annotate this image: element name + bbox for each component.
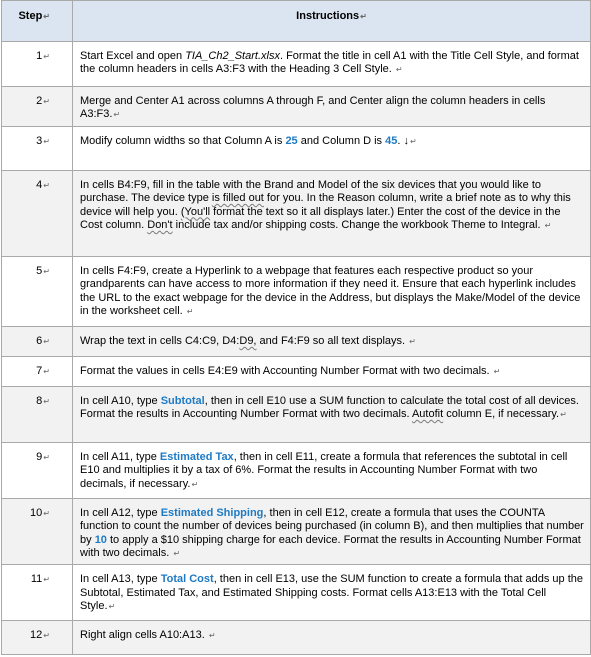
instruction-text: Modify column widths so that Column A is bbox=[80, 134, 286, 147]
step-number: 12 bbox=[30, 629, 43, 642]
instruction-text: In cell A12, type bbox=[80, 506, 161, 519]
step-number-cell bbox=[2, 386, 73, 442]
instruction-cell bbox=[73, 42, 591, 87]
step-number: 8 bbox=[36, 394, 43, 407]
instructions-table bbox=[1, 0, 591, 655]
step-number-cell bbox=[2, 42, 73, 87]
step-number: 1 bbox=[36, 50, 43, 62]
instruction-cell bbox=[73, 565, 591, 621]
cell-end-mark: ↵ bbox=[43, 575, 50, 585]
instructions-column-header bbox=[73, 1, 591, 42]
cell-end-mark: ↵ bbox=[560, 410, 567, 420]
step-column-header bbox=[2, 1, 73, 42]
cell-end-mark: ↵ bbox=[43, 180, 50, 190]
step-number-cell bbox=[2, 442, 73, 498]
step-number-cell bbox=[2, 326, 73, 356]
highlighted-value: 45 bbox=[385, 134, 398, 147]
step-number: 10 bbox=[30, 506, 43, 519]
instruction-text: . Format the title in cell A1 with the Title Cell Style, and format the column headers in cells A3:F3 with the Heading 3 Cell Style. bbox=[80, 50, 579, 76]
instructions-body bbox=[2, 42, 591, 655]
instruction-cell bbox=[73, 442, 591, 498]
spellcheck-flagged-text: Don't bbox=[147, 219, 173, 232]
step-number-cell bbox=[2, 170, 73, 256]
table-row bbox=[2, 498, 591, 565]
step-number-cell bbox=[2, 621, 73, 655]
cell-end-mark: ↵ bbox=[173, 549, 181, 559]
spellcheck-flagged-text: Autofit bbox=[411, 408, 444, 421]
instruction-cell bbox=[73, 621, 591, 655]
cell-end-mark: ↵ bbox=[191, 479, 199, 489]
instruction-text: for you. In the Reason column, write a brief note as to why this device will help you. bbox=[80, 192, 571, 218]
cell-end-mark: ↵ bbox=[43, 631, 50, 641]
step-number-cell bbox=[2, 498, 73, 565]
instruction-text: format the text so it all displays later.) Enter the cost of the device in the Cost column. bbox=[80, 205, 561, 232]
instruction-text: In cell A10, type bbox=[80, 394, 161, 407]
instructions-header-label: Instructions bbox=[296, 10, 360, 22]
table-row bbox=[2, 621, 591, 655]
cell-end-mark: ↵ bbox=[409, 336, 416, 346]
instruction-cell bbox=[73, 326, 591, 356]
step-number-cell bbox=[2, 126, 73, 170]
highlighted-value: Estimated Shipping bbox=[160, 506, 264, 519]
step-number: 7 bbox=[36, 364, 43, 377]
table-row bbox=[2, 356, 591, 386]
instruction-text: to apply a $10 shipping charge for each device. Format the results in Accounting Number Format with two decimals. bbox=[80, 533, 581, 560]
step-number: 3 bbox=[36, 134, 43, 147]
cell-end-mark: ↵ bbox=[43, 336, 50, 346]
table-row bbox=[2, 565, 591, 621]
table-row bbox=[2, 256, 591, 326]
step-number-cell bbox=[2, 87, 73, 127]
instruction-text: Wrap the text in cells C4:C9, D4: bbox=[80, 334, 240, 347]
cell-end-mark: ↵ bbox=[43, 52, 50, 61]
step-number: 5 bbox=[36, 264, 43, 277]
instruction-cell bbox=[73, 498, 591, 565]
step-header-label: Step bbox=[18, 10, 43, 22]
cell-end-mark: ↵ bbox=[544, 221, 552, 231]
cell-end-mark: ↵ bbox=[43, 366, 50, 376]
instruction-text: Merge and Center A1 across columns A through F, and Center align the column headers in cells A3:F3. bbox=[80, 95, 546, 121]
instruction-text: . ↓ bbox=[397, 134, 409, 147]
instruction-text: , then in cell E12, create a formula that uses the COUNTA function to count the number of devices being purchased (in column B), and then multiplies that number by bbox=[80, 506, 584, 546]
highlighted-value: 25 bbox=[285, 134, 298, 147]
cell-end-mark: ↵ bbox=[186, 307, 194, 317]
instruction-text: Start Excel and open bbox=[80, 50, 186, 62]
cell-end-mark: ↵ bbox=[113, 110, 121, 120]
instruction-text: column E, if necessary. bbox=[443, 408, 560, 421]
cell-end-mark: ↵ bbox=[360, 12, 367, 21]
instruction-text: , then in cell E11, create a formula that references the subtotal in cell E10 and multiplies it by a tax of 6%. Format the results in Accounting Number Format with two decimals, if necessary. bbox=[80, 450, 568, 490]
step-number-cell bbox=[2, 356, 73, 386]
highlighted-value: Estimated Tax bbox=[159, 450, 234, 463]
cell-end-mark: ↵ bbox=[43, 136, 50, 146]
table-row bbox=[2, 442, 591, 498]
step-number: 11 bbox=[30, 573, 43, 586]
cell-end-mark: ↵ bbox=[43, 508, 50, 518]
instruction-cell bbox=[73, 126, 591, 170]
instruction-text: and Column D is bbox=[297, 134, 386, 147]
instruction-text: , then in cell E13, use the SUM function to create a formula that adds up the Subtotal, Estimated Tax, and Estimated Shipping costs. Format cells A13:E13 with the Total Cell Style. bbox=[80, 573, 584, 613]
instruction-text: and F4:F9 so all text displays. bbox=[256, 334, 409, 347]
step-number-cell bbox=[2, 565, 73, 621]
instruction-text: In cells B4:F9, fill in the table with the Brand and Model of the six devices that you would like to purchase. The device type bbox=[80, 178, 542, 205]
table-row bbox=[2, 42, 591, 87]
table-row bbox=[2, 386, 591, 442]
spellcheck-flagged-text: is filled out bbox=[211, 192, 264, 205]
step-number: 6 bbox=[36, 334, 43, 347]
spellcheck-flagged-text: (You'll bbox=[180, 205, 211, 218]
cell-end-mark: ↵ bbox=[493, 366, 501, 376]
instruction-text: Right align cells A10:A13. bbox=[80, 629, 208, 642]
instruction-text: include tax and/or shipping costs. Change the workbook Theme to Integral. bbox=[172, 219, 544, 232]
highlighted-value: Total Cost bbox=[160, 573, 214, 586]
header-row bbox=[2, 1, 591, 42]
instruction-cell bbox=[73, 87, 591, 127]
table-row bbox=[2, 126, 591, 170]
instruction-text: In cell A13, type bbox=[80, 573, 161, 586]
instruction-cell bbox=[73, 356, 591, 386]
instruction-cell bbox=[73, 170, 591, 256]
step-number-cell bbox=[2, 256, 73, 326]
cell-end-mark: ↵ bbox=[410, 136, 417, 146]
cell-end-mark: ↵ bbox=[43, 97, 50, 106]
table-row bbox=[2, 170, 591, 256]
cell-end-mark: ↵ bbox=[43, 396, 50, 406]
table-row bbox=[2, 87, 591, 127]
instruction-text: In cell A11, type bbox=[80, 450, 160, 463]
instruction-text: In cells F4:F9, create a Hyperlink to a webpage that features each respective product so your grandparents can have access to more information if they need it. Ensure that each hyperlink includes the URL to the exact webpage for the device in the Address, but displays the Make/Model of the device in the worksheet cell. bbox=[80, 264, 581, 318]
highlighted-value: Subtotal bbox=[160, 394, 205, 407]
cell-end-mark: ↵ bbox=[208, 631, 216, 641]
cell-end-mark: ↵ bbox=[108, 602, 116, 612]
cell-end-mark: ↵ bbox=[43, 12, 50, 21]
instruction-text: , then in cell E10 use a SUM function to calculate the total cost of all devices. Format the results in Accounting Number Format with two decimals. bbox=[80, 394, 579, 421]
instruction-text: TIA_Ch2_Start.xlsx bbox=[185, 50, 280, 62]
step-number: 9 bbox=[36, 450, 43, 463]
step-number: 4 bbox=[36, 178, 43, 191]
cell-end-mark: ↵ bbox=[43, 266, 50, 276]
instruction-cell bbox=[73, 386, 591, 442]
highlighted-value: 10 bbox=[94, 533, 107, 546]
cell-end-mark: ↵ bbox=[395, 65, 403, 75]
instruction-text: Format the values in cells E4:E9 with Accounting Number Format with two decimals. bbox=[80, 364, 493, 377]
spellcheck-flagged-text: D9, bbox=[239, 334, 257, 347]
instruction-cell bbox=[73, 256, 591, 326]
cell-end-mark: ↵ bbox=[43, 452, 50, 462]
step-number: 2 bbox=[36, 95, 43, 107]
table-row bbox=[2, 326, 591, 356]
